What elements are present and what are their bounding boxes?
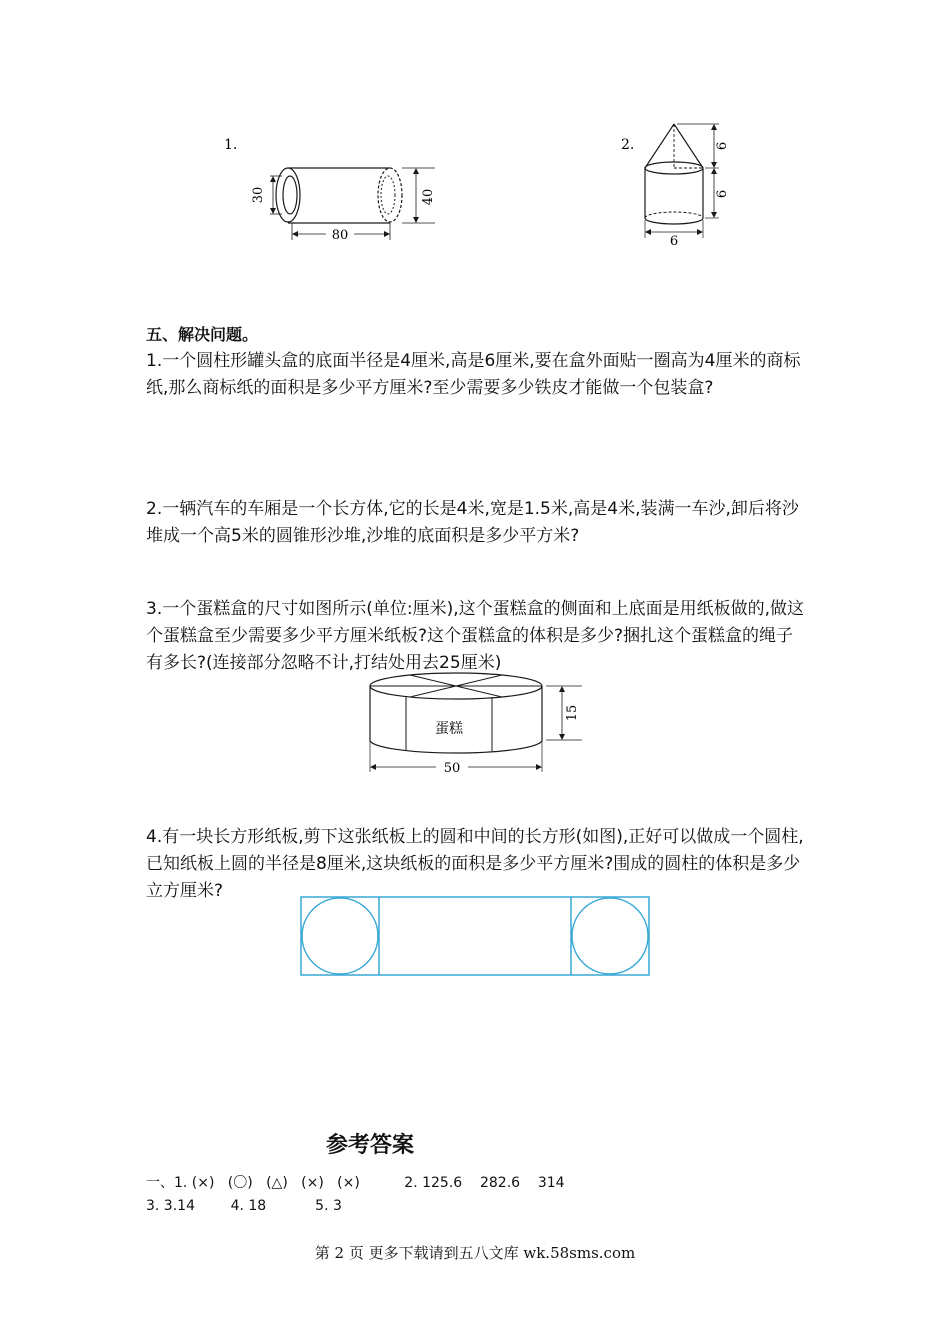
dim-outer-height: 40 [421,188,436,206]
section-title: 五、解决问题。 [146,325,259,344]
problem-1: 1.一个圆柱形罐头盒的底面半径是4厘米,高是6厘米,要在盒外面贴一圈高为4厘米的商标纸,那么商标纸的面积是多少平方厘米?至少需要多少铁皮才能做一个包装盒? [146,351,801,398]
dim-inner-height: 30 [251,186,266,204]
answers-line-1: 一、1. (×) (〇) (△) (×) (×) 2. 125.6 282.6 314 [146,1175,565,1191]
dim-cake-height: 15 [565,704,580,722]
left-circle [302,898,378,974]
figure-cone-cylinder [615,118,735,252]
figure-cardboard-net [298,894,654,984]
problem-2: 2.一辆汽车的车厢是一个长方体,它的长是4米,宽是1.5米,高是4米,装满一车沙,卸后将沙堆成一个高5米的圆锥形沙堆,沙堆的底面积是多少平方米? [146,499,799,546]
problem-4: 4.有一块长方形纸板,剪下这张纸板上的圆和中间的长方形(如图),正好可以做成一个圆柱,已知纸板上圆的半径是8厘米,这块纸板的面积是多少平方厘米?围成的圆柱的体积是多少立方厘米? [146,827,804,901]
right-circle [572,898,648,974]
answers-line-2: 3. 3.14 4. 18 5. 3 [146,1198,342,1214]
dim-cake-diameter: 50 [443,761,461,776]
dim-cone-height: 6 [715,141,730,151]
problem-3: 3.一个蛋糕盒的尺寸如图所示(单位:厘米),这个蛋糕盒的侧面和上底面是用纸板做的,做这个蛋糕盒至少需要多少平方厘米纸板?这个蛋糕盒的体积是多少?捆扎这个蛋糕盒的绳子有多长?(连接部分忽略不计,打结处用去25厘米) [146,599,805,673]
figure-hollow-cylinder [220,130,450,254]
figure-2-label: 2. [621,137,635,153]
answers-title: 参考答案 [326,1133,415,1158]
page-footer: 第 2 页 更多下载请到五八文库 wk.58sms.com [314,1244,636,1262]
dim-cylinder-height: 6 [715,189,730,199]
figure-cake-box [360,668,590,784]
cake-label: 蛋糕 [435,721,463,737]
dim-length: 80 [331,228,349,243]
dim-diameter: 6 [669,234,679,248]
figure-1-label: 1. [224,137,238,153]
